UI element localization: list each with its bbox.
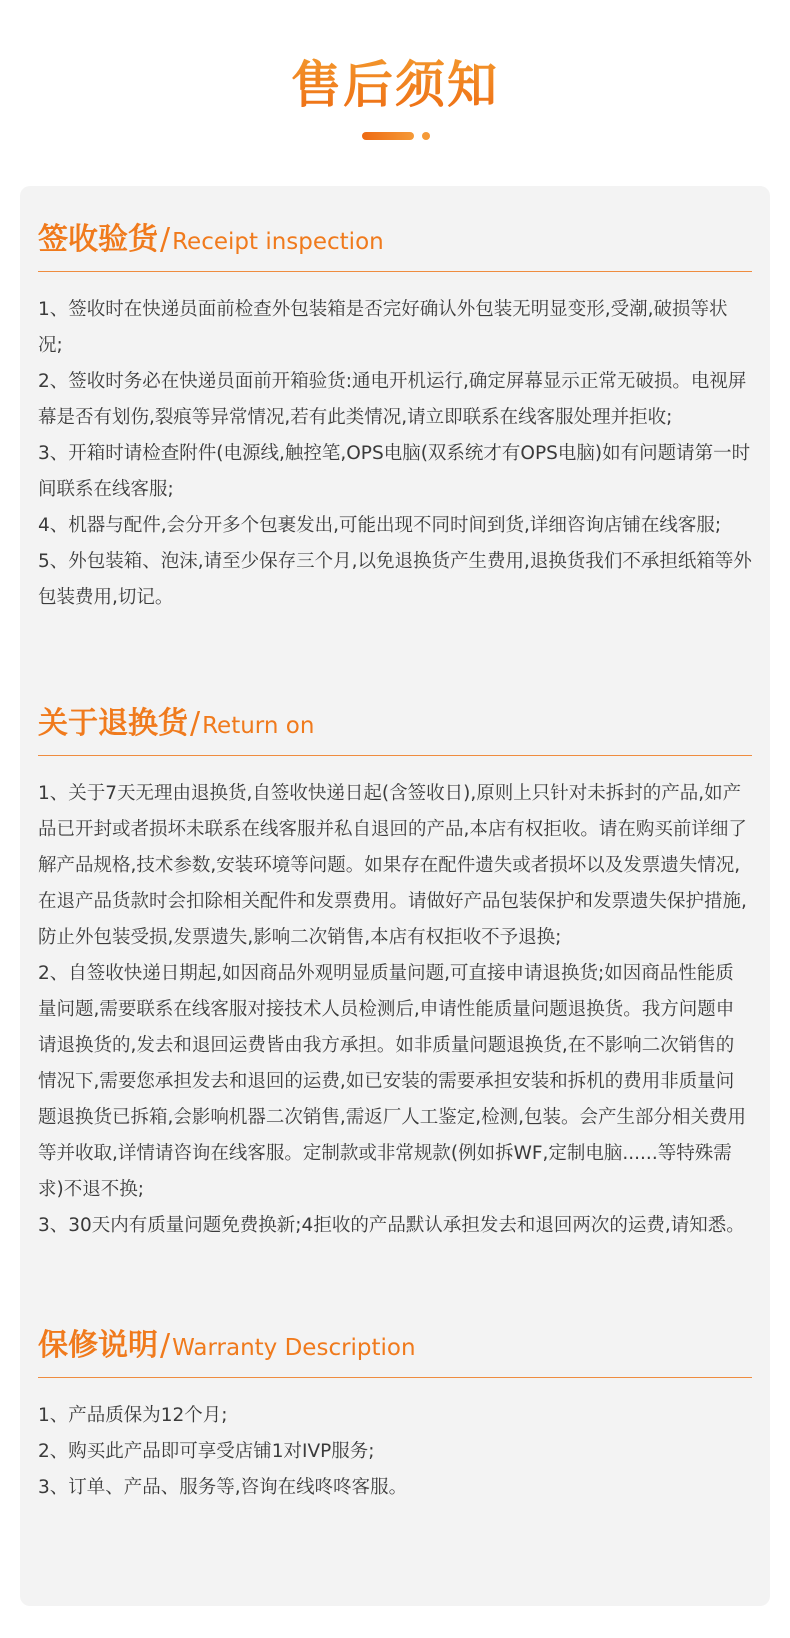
- list-item: 3、订单、产品、服务等,咨询在线咚咚客服。: [38, 1477, 408, 1498]
- list-item: 2、签收时务必在快递员面前开箱验货:通电开机运行,确定屏幕显示正常无破损。电视屏幕是否有划伤,裂痕等异常情况,若有此类情况,请立即联系在线客服处理并拒收;: [38, 371, 747, 428]
- content-card: [20, 186, 770, 1606]
- section-title-cn: 签收验货: [38, 222, 158, 257]
- section-title-en: Receipt inspection: [172, 229, 384, 255]
- title-underline-dot: [422, 132, 430, 140]
- list-item: 2、购买此产品即可享受店铺1对IVP服务;: [38, 1441, 375, 1462]
- section-header: [38, 214, 752, 272]
- list-item: 2、自签收快递日期起,如因商品外观明显质量问题,可直接申请退换货;如因商品性能质量问题,需要联系在线客服对接技术人员检测后,申请性能质量问题退换货。我方问题申请退换货的,发去和退回运费皆由我方承担。如非质量问题退换货,在不影响二次销售的情况下,需要您承担发去和退回的运费,如已安装的需要承担安装和拆机的费用非质量问题退换货已拆箱,会影响机器二次销售,需返厂人工鉴定,检测,包装。会产生部分相关费用等并收取,详情请咨询在线客服。定制款或非常规款(例如拆WF,定制电脑......等特殊需求)不退不换;: [38, 963, 747, 1200]
- section-list: [38, 776, 752, 1244]
- list-item: 5、外包装箱、泡沫,请至少保存三个月,以免退换货产生费用,退换货我们不承担纸箱等外包装费用,切记。: [38, 551, 752, 608]
- list-item: 1、产品质保为12个月;: [38, 1405, 228, 1426]
- section-title-en: Return on: [202, 713, 315, 739]
- section-receipt-inspection: [38, 214, 752, 616]
- list-item: 3、30天内有质量问题免费换新;4拒收的产品默认承担发去和退回两次的运费,请知悉。: [38, 1215, 745, 1236]
- section-header: [38, 698, 752, 756]
- list-item: 3、开箱时请检查附件(电源线,触控笔,OPS电脑(双系统才有OPS电脑)如有问题请第一时间联系在线客服;: [38, 443, 751, 500]
- section-list: [38, 292, 752, 616]
- list-item: 4、机器与配件,会分开多个包裹发出,可能出现不同时间到货,详细咨询店铺在线客服;: [38, 515, 722, 536]
- section-list: [38, 1398, 752, 1506]
- section-return: [38, 698, 752, 1244]
- section-title-slash: /: [190, 706, 201, 741]
- section-header: [38, 1320, 752, 1378]
- list-item: 1、关于7天无理由退换货,自签收快递日起(含签收日),原则上只针对未拆封的产品,如产品已开封或者损坏未联系在线客服并私自退回的产品,本店有权拒收。请在购买前详细了解产品规格,技术参数,安装环境等问题。如果存在配件遗失或者损坏以及发票遗失情况,在退产品货款时会扣除相关配件和发票费用。请做好产品包装保护和发票遗失保护措施,防止外包装受损,发票遗失,影响二次销售,本店有权拒收不予退换;: [38, 783, 747, 948]
- section-warranty: [38, 1320, 752, 1506]
- section-title-cn: 关于退换货: [38, 706, 188, 741]
- title-underline-bar: [362, 132, 414, 140]
- list-item: 1、签收时在快递员面前检查外包装箱是否完好确认外包装无明显变形,受潮,破损等状况;: [38, 299, 728, 356]
- section-title-en: Warranty Description: [172, 1335, 416, 1361]
- section-title-cn: 保修说明: [38, 1328, 158, 1363]
- section-title-slash: /: [160, 1328, 171, 1363]
- section-title-slash: /: [160, 222, 171, 257]
- page-title: 售后须知: [0, 50, 790, 120]
